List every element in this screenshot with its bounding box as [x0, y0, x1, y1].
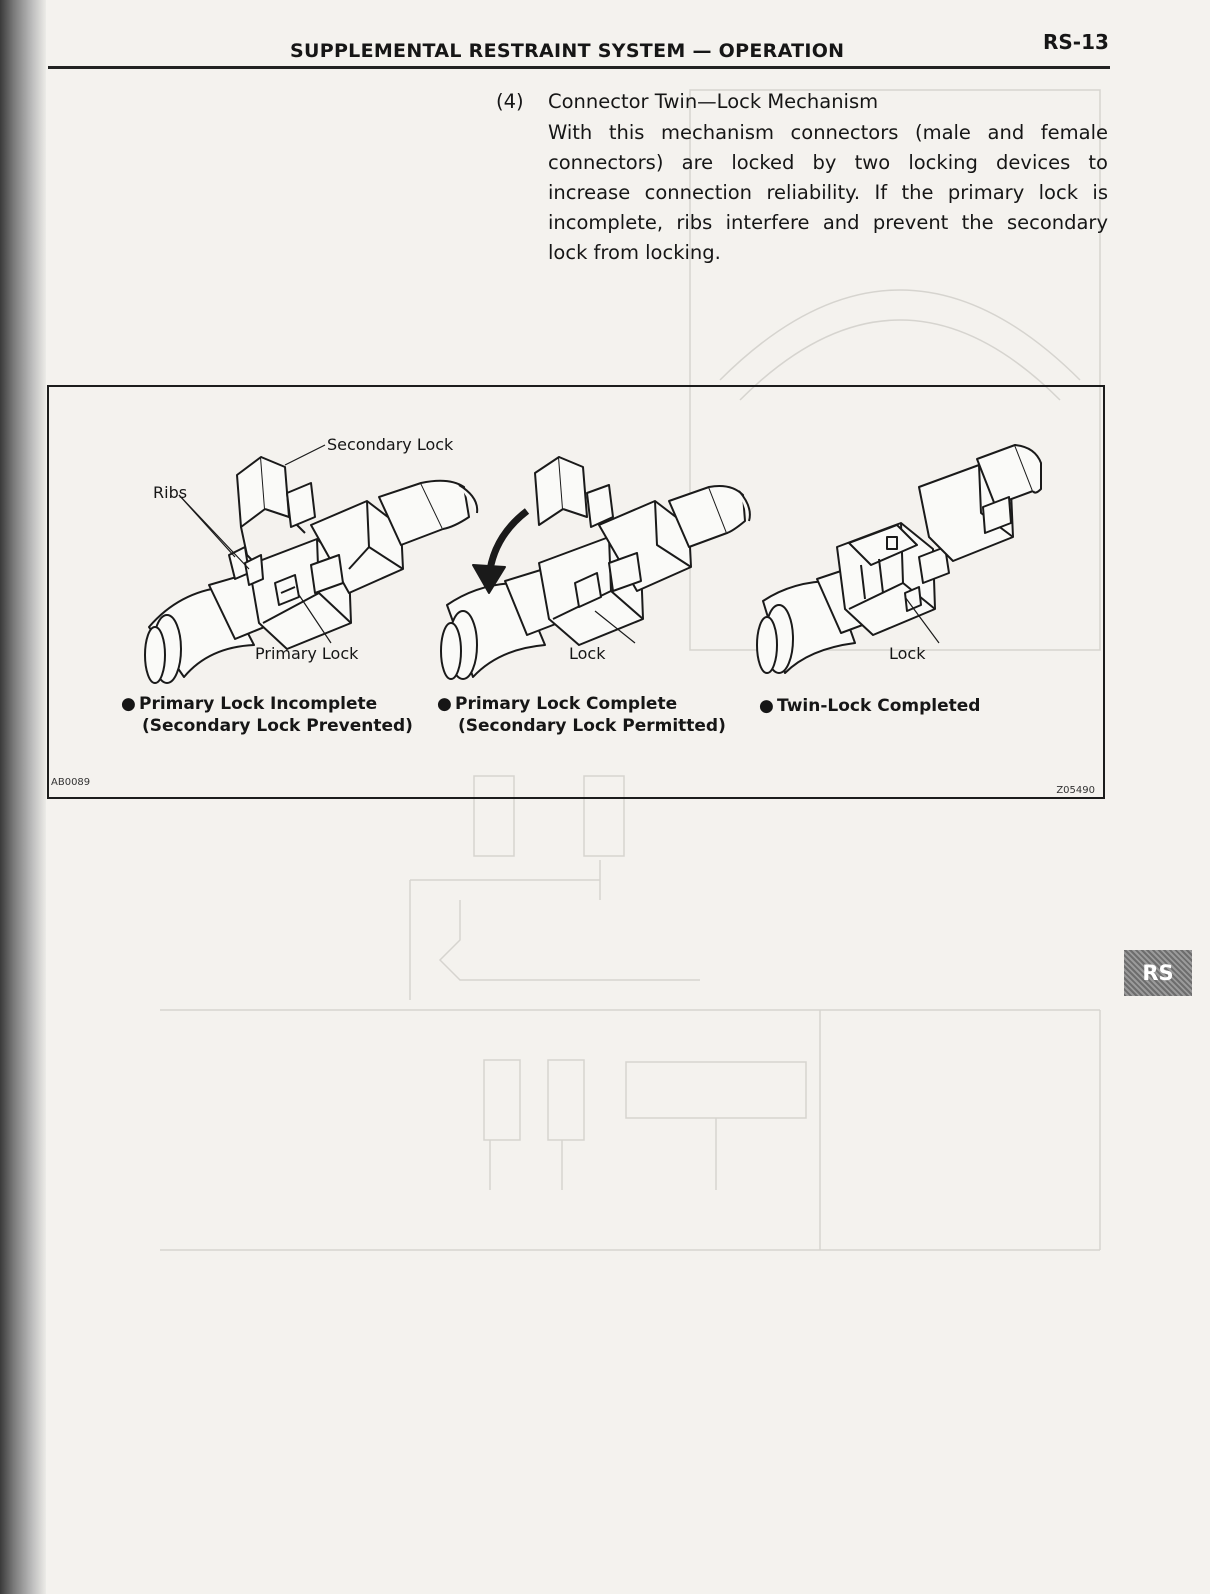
label-primary-lock: Primary Lock [255, 644, 359, 663]
caption-primary-lock-complete: ● Primary Lock Complete (Secondary Lock Permitted) [437, 694, 726, 736]
header-rule [48, 66, 1110, 69]
page-number: RS-13 [1043, 30, 1109, 54]
page-header-title: SUPPLEMENTAL RESTRAINT SYSTEM — OPERATION [290, 40, 845, 62]
label-ribs: Ribs [153, 483, 188, 502]
section-body-text: With this mechanism connectors (male and female connectors) are locked by two locking devices to increase connection reliability. If the primary lock is incomplete, ribs interfere and prevent the secondary lock from locking. [548, 121, 1108, 264]
caption-primary-lock-incomplete: ● Primary Lock Incomplete (Secondary Lock Prevented) [121, 694, 413, 736]
figure-frame [47, 385, 1105, 799]
section-tab-rs: RS [1124, 950, 1192, 996]
section-number: (4) [496, 90, 524, 113]
label-secondary-lock: Secondary Lock [327, 435, 454, 454]
figure-code-left: AB0089 [51, 777, 91, 788]
caption-twin-lock-completed: ● Twin-Lock Completed [759, 696, 981, 716]
connector-twin-lock-completed-drawing [757, 445, 1041, 673]
book-spine-shadow [0, 0, 46, 1594]
figure-code-right: Z05490 [1056, 785, 1095, 796]
label-lock-center: Lock [569, 644, 606, 663]
section-title: Connector Twin—Lock Mechanism [548, 90, 879, 113]
label-lock-right: Lock [889, 644, 926, 663]
